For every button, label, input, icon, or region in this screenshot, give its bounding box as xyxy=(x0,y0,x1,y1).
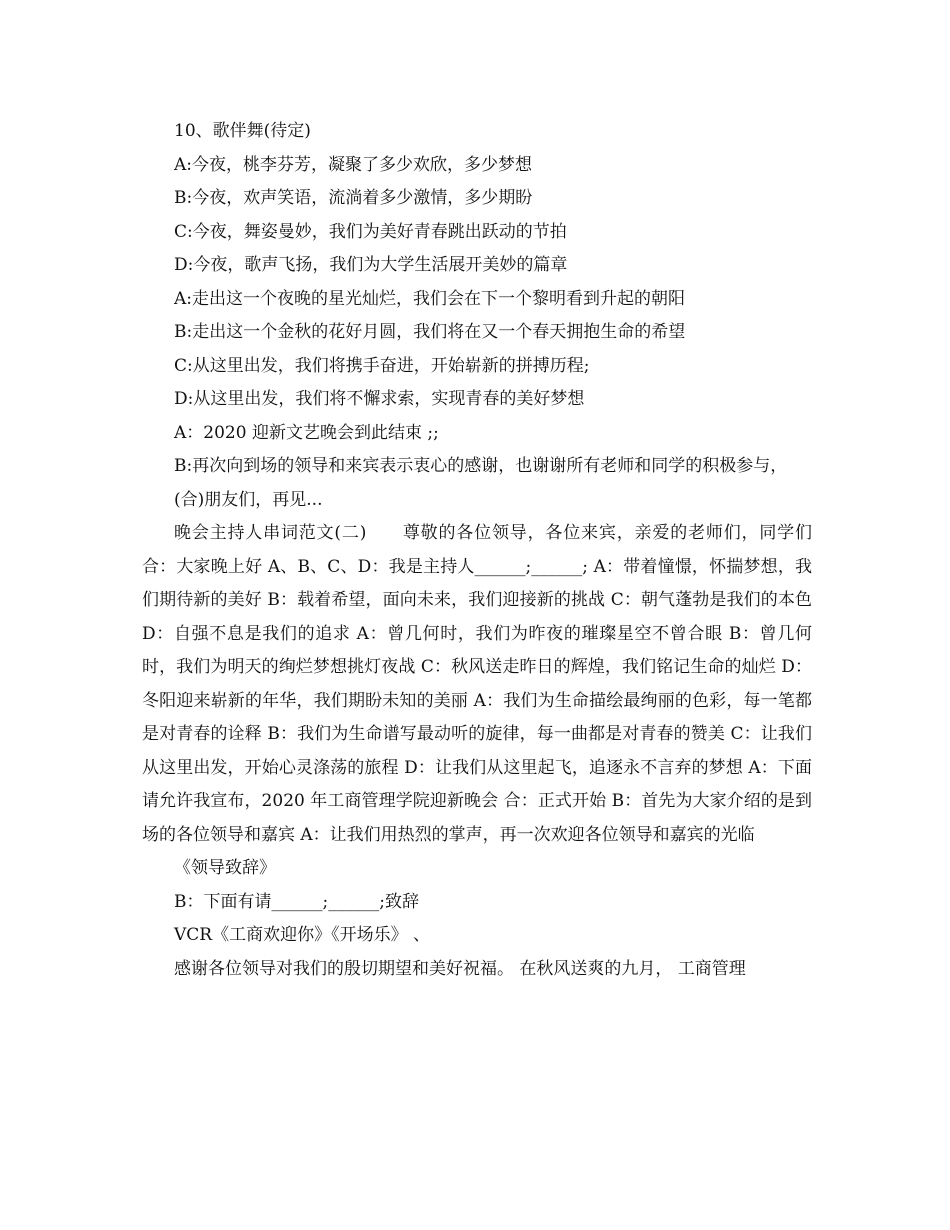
vcr-line: VCR《工商欢迎你》《开场乐》 、 xyxy=(174,925,430,945)
script-line: D:从这里出发，我们将不懈求索，实现青春的美好梦想 xyxy=(174,389,585,409)
thanks-paragraph: B:再次向到场的领导和来宾表示衷心的感谢，也谢谢所有老师和同学的积极参与， xyxy=(174,456,788,476)
script-line: A：2020 迎新文艺晚会到此结束 ;; xyxy=(174,422,439,443)
closing-paragraph: 感谢各位领导对我们的殷切期望和美好祝福。 在秋风送爽的九月， 工商管理 xyxy=(174,958,746,979)
script-line: C:今夜，舞姿曼妙，我们为美好青春跳出跃动的节拍 xyxy=(174,221,567,242)
script-line: A:今夜，桃李芬芳，凝聚了多少欢欣，多少梦想 xyxy=(174,154,533,175)
speech-title: 《领导致辞》 xyxy=(174,858,276,878)
script-line: B:今夜，欢声笑语，流淌着多少激情，多少期盼 xyxy=(174,188,533,208)
main-paragraph: 晚会主持人串词范文(二) 尊敬的各位领导，各位来宾，亲爱的老师们，同学们 合：大家晚上好 A、B、C、D：我是主持人______;______; A：带着憧憬，怀揣梦想，我们期待新的美好 B：载着希望，面向未来，我们迎接新的挑战 C：朝气蓬勃是我们的本色 D：自强不息是我们的追求 A：曾几何时，我们为昨夜的璀璨星空不曾合眼 B：曾几何时，我们为明天的绚烂梦想挑灯夜战 C：秋风送走昨日的辉煌，我们铭记生命的灿烂 D：冬阳迎来崭新的年华，我们期盼未知的美丽 A：我们为生命描绘最绚丽的色彩，每一笔都是对青春的诠释 B：我们为生命谱写最动听的旋律，每一曲都是对青春的赞美 C：让我们从这里出发，开始心灵涤荡的旅程 D：让我们从这里起飞，追逐永不言弃的梦想 A：下面请允许我宣布，2020 年工商管理学院迎新晚会 合：正式开始 B：首先为大家介绍的是到场的各位领导和嘉宾 A：让我们用热烈的掌声，再一次欢迎各位领导和嘉宾的光临 xyxy=(142,523,812,845)
script-line: C:从这里出发，我们将携手奋进，开始崭新的拼搏历程; xyxy=(174,355,590,376)
script-line: D:今夜，歌声飞扬，我们为大学生活展开美妙的篇章 xyxy=(174,255,568,275)
section-heading: 10、歌伴舞(待定) xyxy=(174,121,311,141)
farewell-line: (合)朋友们，再见... xyxy=(174,489,323,510)
script-line: A:走出这一个夜晚的星光灿烂，我们会在下一个黎明看到升起的朝阳 xyxy=(174,288,686,309)
invite-line: B：下面有请______;______;致辞 xyxy=(174,891,419,912)
script-line: B:走出这一个金秋的花好月圆，我们将在又一个春天拥抱生命的希望 xyxy=(174,322,686,342)
